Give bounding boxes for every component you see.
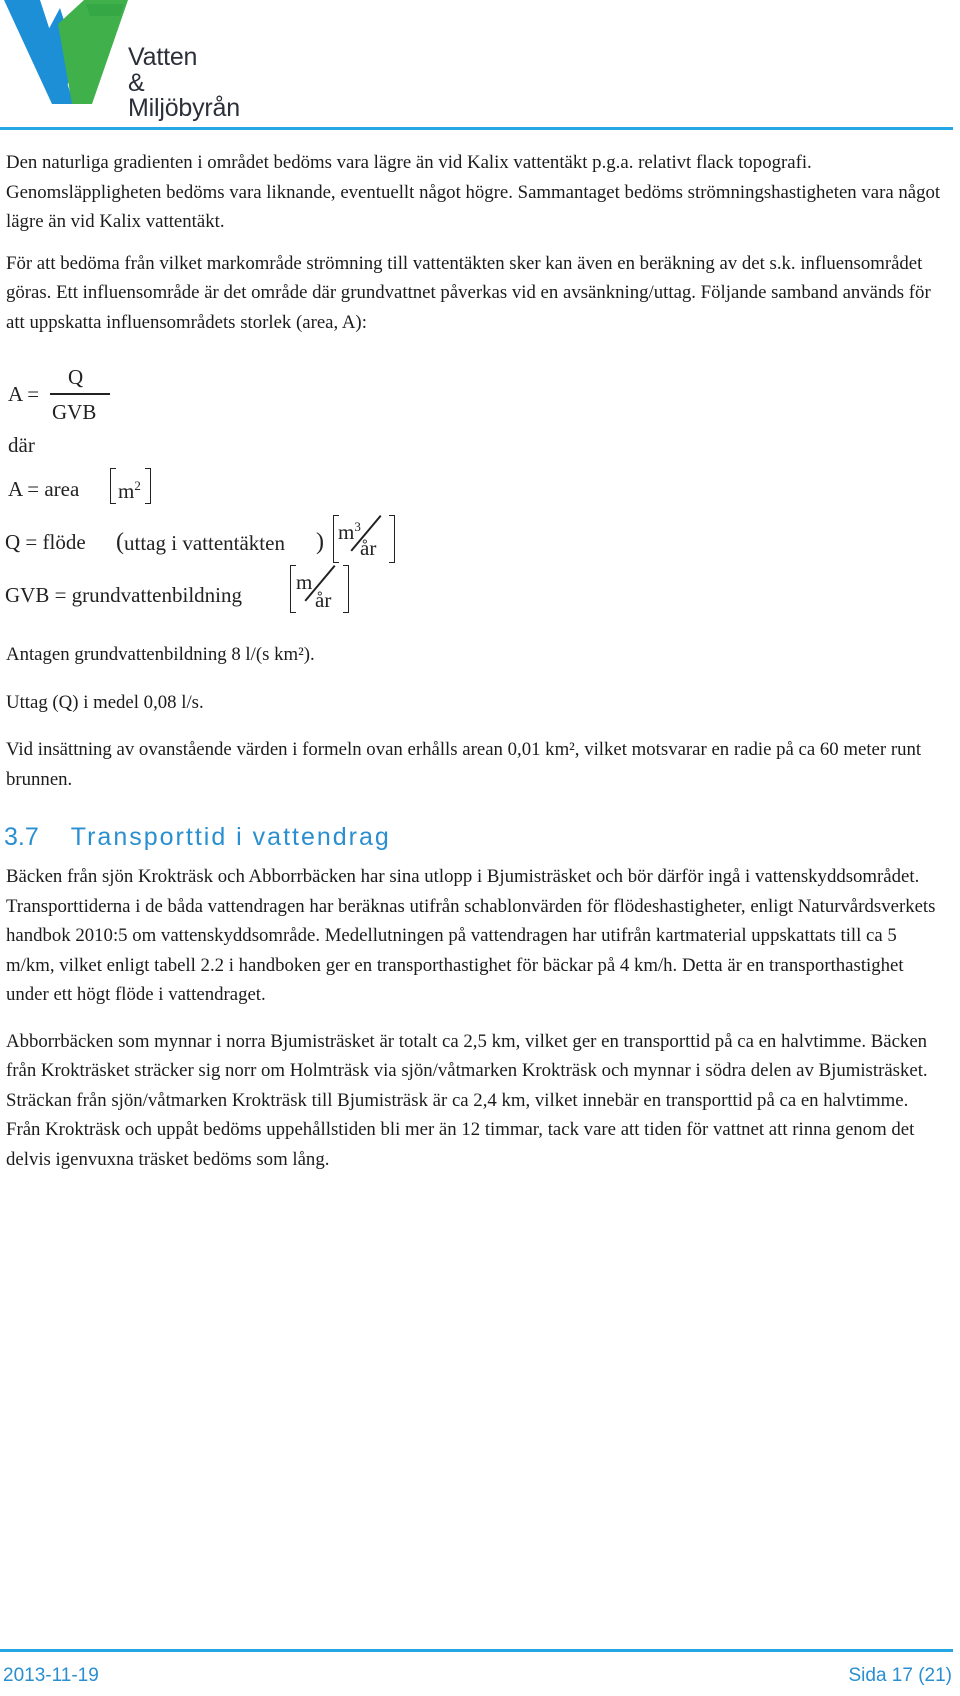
def-flow-paren: uttag i vattentäkten — [124, 531, 285, 555]
paragraph: Bäcken från sjön Krokträsk och Abborrbäcken har sina utlopp i Bjumisträsket och bör därför ingå i vattenskyddsområdet. Transporttiderna i de båda vattendragen har beräknas utifrån schablonvärden för flödeshastigheter, enligt Naturvårdsverkets handbok 2010:5 om vattenskyddsområde. Medellutningen på vattendragen har utifrån kartmaterial uppskattats till ca 5 m/km, vilket enligt tabell 2.2 i handboken ger en transporthastighet för bäckar på 4 km/h. Detta är en transporthastighet under ett högt flöde i vattendraget. — [6, 866, 936, 1005]
footer-date: 2013-11-19 — [3, 1665, 99, 1686]
footer-page-number: Sida 17 (21) — [848, 1665, 952, 1686]
result-text — [6, 640, 941, 794]
bracket-right — [389, 515, 395, 563]
paragraph: Den naturliga gradienten i området bedöms vara lägre än vid Kalix vattentäkt p.g.a. relativt flack topografi. Genomsläppligheten bedöms vara liknande, eventuellt något högre. Sammantaget bedöms strömningshastigheten vara något lägre än vid Kalix vattentäkt. — [6, 152, 941, 233]
unit-gvb-den: år — [315, 588, 332, 612]
header-rule — [0, 127, 953, 130]
unit-flow-den: år — [360, 536, 377, 560]
bracket-right — [145, 468, 151, 504]
def-gvb: GVB = grundvattenbildning — [5, 583, 242, 607]
formula-lhs: A = — [8, 382, 40, 406]
unit-base: m — [118, 479, 135, 503]
paragraph: Vid insättning av ovanstående värden i formeln ovan erhålls arean 0,01 km², vilket motsvarar en radie på ca 60 meter runt brunnen. — [6, 739, 922, 790]
unit-exponent: 2 — [134, 478, 141, 493]
def-flow: Q = flöde — [5, 530, 86, 554]
bracket-right — [343, 565, 349, 613]
fraction-line — [50, 393, 110, 395]
unit-exponent: 3 — [354, 519, 361, 534]
section-heading — [4, 823, 391, 852]
unit-gvb-num: m — [296, 570, 313, 594]
paragraph: Uttag (Q) i medel 0,08 l/s. — [6, 691, 204, 713]
paragraph: För att bedöma från vilket markområde strömning till vattentäkten sker kan även en beräkning av det s.k. influensområdet göras. Ett influensområde är det område där grundvattnet påverkas vid en avsänkning/uttag. Följande samband används för att uppskatta influensområdets storlek (area, A): — [6, 252, 931, 333]
paren-open: ( — [116, 529, 124, 555]
unit-flow-num — [338, 520, 361, 543]
formula-block — [5, 360, 488, 630]
logo-text-line1: Vatten — [128, 43, 198, 71]
formula-numerator: Q — [68, 365, 84, 389]
section-body — [6, 862, 946, 1174]
section-title: Transporttid i vattendrag — [70, 823, 391, 851]
paragraph: Antagen grundvattenbildning 8 l/(s km²). — [6, 644, 315, 665]
paren-close: ) — [316, 529, 324, 555]
intro-text — [6, 148, 941, 338]
unit-area — [118, 479, 141, 502]
logo-text-line2: & Miljöbyrån — [128, 69, 240, 122]
unit-base: m — [338, 520, 355, 544]
label-dar: där — [8, 433, 35, 457]
def-area: A = area — [8, 477, 80, 501]
paragraph: Abborrbäcken som mynnar i norra Bjumisträsket är totalt ca 2,5 km, vilket ger en transporttid på ca en halvtimme. Bäcken från Krokträsket sträcker sig norr om Holmträsk via sjön/våtmarken Krokträsk och mynnar i södra delen av Bjumisträsket. Sträckan från sjön/våtmarken Krokträsk till Bjumisträsk är ca 2,4 km, vilket innebär en transporttid på ca en halvtimme. Från Krokträsk och uppåt bedöms uppehållstiden bli mer än 12 timmar, tack vare att tiden för vattnet att rinna genom det delvis igenvuxna träsket bedöms som lång. — [6, 1030, 928, 1170]
formula-denominator: GVB — [52, 400, 97, 424]
company-logo — [0, 0, 240, 122]
section-number: 3.7 — [4, 823, 39, 851]
footer-rule — [0, 1649, 953, 1652]
logo-mark — [0, 0, 140, 110]
bracket-left — [110, 468, 116, 504]
